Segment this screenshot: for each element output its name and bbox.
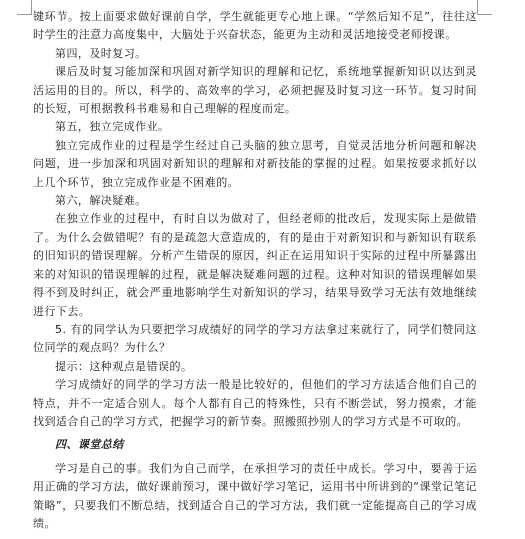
paragraph-methods: 学习成绩好的同学的学习方法一般是比较好的，但他们的学习方法适合他们自己的特点，并不一定适合别人。每个人都有自己的特殊性，只有不断尝试，努力摸索，才能找到适合自己的学习方式，把握学习的新节奏。照搬照抄别人的学习方式是不可取的。 [33, 378, 477, 428]
paragraph-summary: 学习是自己的事。我们为自己而学，在承担学习的责任中成长。学习中，要善于运用正确的学习方法，做好课前预习，课中做好学习笔记，运用书中所讲到的“课堂记笔记策略”，只要我们不断总结，找到适合自己的学习方法，我们就一定能提高自己的学习成绩。 [33, 461, 477, 530]
question-five: 5. 有的同学认为只要把学习成绩好的同学的学习方法拿过来就行了，同学们赞同这位同学的观点吗？为什么？ [33, 322, 477, 355]
paragraph-review: 课后及时复习能加深和巩固对新学知识的理解和记忆，系统地掌握新知识以达到灵活运用的目的。所以，科学的、高效率的学习，必须把握及时复习这一环节。复习时间的长短，可根据教科书难易和自己理解的程度而定。 [33, 65, 477, 116]
paragraph-difficulties: 在独立作业的过程中，有时自以为做对了，但经老师的批改后，发现实际上是做错了。为什么会做错呢？有的是疏忽大意造成的，有的是由于对新知识和与新知识有联系的旧知识的错误理解。分析产生错误的原因，纠正在运用知识于实际的过程中所暴露出来的对知识的错误理解的过程，就是解决疑难问题的过程。这种对知识的错误理解如果得不到及时纠正，就会严重地影响学生对新知识的学习，结果导致学习无法有效地继续进行下去。 [33, 212, 477, 318]
crop-mark-top-right-vertical [477, 0, 478, 14]
paragraph-continuation: 键环节。按上面要求做好课前自学，学生就能更专心地上课。“学然后知不足”，往往这时学生的注意力高度集中，大脑处于兴奋状态，能更为主动和灵活地接受老师授课。 [33, 10, 477, 42]
heading-step-six: 第六，解决疑难。 [55, 194, 147, 208]
crop-mark-top-left-horizontal [17, 14, 32, 15]
section-heading-summary: 四、课堂总结 [55, 438, 124, 452]
heading-step-four: 第四，及时复习。 [55, 46, 147, 60]
heading-step-five: 第五，独立完成作业。 [55, 120, 170, 134]
hint-text: 提示：这种观点是错误的。 [55, 359, 193, 373]
paragraph-homework: 独立完成作业的过程是学生经过自己头脑的独立思考，自觉灵活地分析问题和解决问题，进一步加深和巩固对新知识的理解和对新技能的掌握的过程。如果按要求抓好以上几个环节，独立完成作业是不困难的。 [33, 138, 477, 189]
document-body [33, 8, 477, 533]
crop-mark-top-left-vertical [31, 0, 32, 14]
crop-mark-top-right-horizontal [477, 14, 492, 15]
